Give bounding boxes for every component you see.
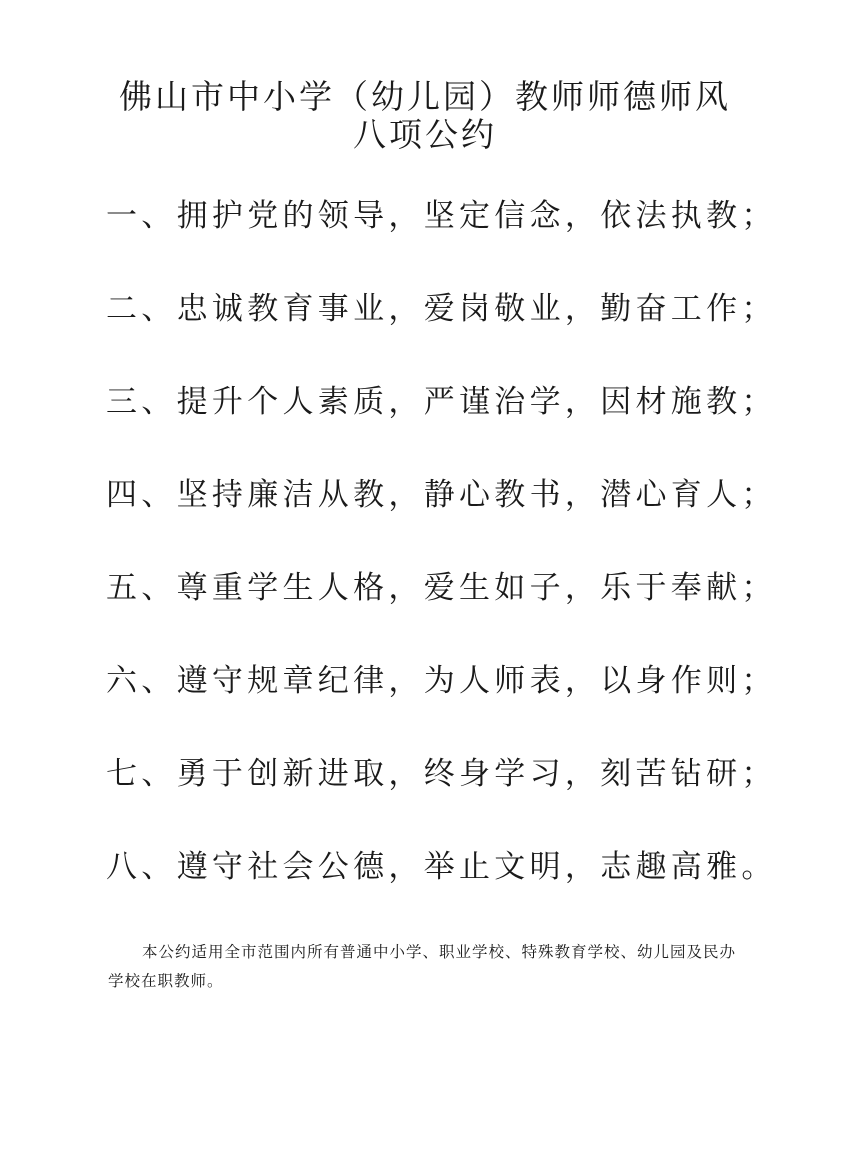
pledge-item-4: 四、坚持廉洁从教，静心教书，潜心育人； <box>106 477 777 513</box>
pledge-item-5: 五、尊重学生人格，爱生如子，乐于奉献； <box>106 570 777 606</box>
document-title-line1: 佛山市中小学（幼儿园）教师师德师风 <box>119 77 731 116</box>
pledge-item-1: 一、拥护党的领导，坚定信念，依法执教； <box>106 198 777 234</box>
document-title-line2: 八项公约 <box>353 115 497 154</box>
pledge-item-3: 三、提升个人素质，严谨治学，因材施教； <box>106 384 777 420</box>
pledge-item-6: 六、遵守规章纪律，为人师表，以身作则； <box>106 663 777 699</box>
pledge-item-7: 七、勇于创新进取，终身学习，刻苦钻研； <box>106 756 777 792</box>
applicability-note: 本公约适用全市范围内所有普通中小学、职业学校、特殊教育学校、幼儿园及民办学校在职教师。 <box>108 943 737 990</box>
pledge-item-8: 八、遵守社会公德，举止文明，志趣高雅。 <box>106 849 777 885</box>
pledge-item-2: 二、忠诚教育事业，爱岗敬业，勤奋工作； <box>106 291 777 327</box>
